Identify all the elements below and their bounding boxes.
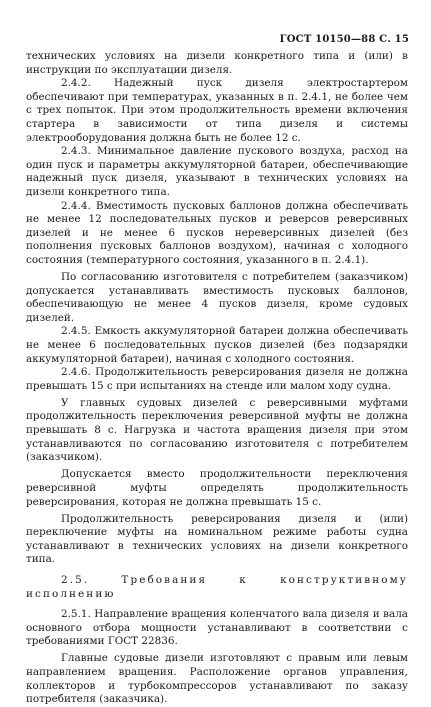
paragraph-2-4-6: 2.4.6. Продолжительность реверсирования дизеля не должна превышать 15 с при испытаниях на стенде или малом ходу судна. [26, 366, 408, 392]
paragraph: По согласованию изготовителя с потребителем (заказчиком) допускается устанавливать вместимость пусковых баллонов, обеспечивающую не менее 4 пусков дизеля, кроме судовых дизелей. [26, 271, 408, 324]
document-body [26, 50, 408, 707]
page-header: ГОСТ 10150—88 С. 15 [279, 34, 409, 45]
paragraph: технических условиях на дизели конкретного типа и (или) в инструкции по эксплуатации дизеля. [26, 50, 408, 76]
paragraph: Продолжительность реверсирования дизеля и (или) переключение муфты на номинальном режиме работы судна устанавливают в технических условиях на дизели конкретного типа. [26, 512, 408, 566]
paragraph-2-4-5: 2.4.5. Емкость аккумуляторной батареи должна обеспечивать не менее 6 последовательных пусков дизелей (без подзарядки аккумуляторной батареи), начиная с холодного состояния. [26, 325, 408, 365]
paragraph-2-4-3: 2.4.3. Минимальное давление пускового воздуха, расход на один пуск и параметры аккумуляторной батареи, обеспечивающие надежный пуск дизеля, указывают в технических условиях на дизели конкретного типа. [26, 145, 408, 198]
section-heading-2-5: 2.5. Требования к конструктивному исполнению [26, 573, 408, 600]
paragraph-2-4-2: 2.4.2. Надежный пуск дизеля электростартером обеспечивают при температурах, указанных в п. 2.4.1, не более чем с трех попыток. При этом продолжительность времени включения стартера в зависимости от типа дизеля и системы электрооборудования должна быть не более 12 с. [26, 77, 408, 144]
paragraph-2-4-4: 2.4.4. Вместимость пусковых баллонов должна обеспечивать не менее 12 последовательных пусков и реверсов реверсивных дизелей и не менее 6 пусков нереверсивных дизелей (без пополнения пусковых баллонов воздухом), начиная с холодного состояния (температурного состояния, указанного в п. 2.4.1). [26, 199, 408, 266]
paragraph: Допускается вместо продолжительности переключения реверсивной муфты определять продолжительность реверсирования, которая не должна превышать 15 с. [26, 468, 408, 508]
paragraph-2-5-1: 2.5.1. Направление вращения коленчатого вала дизеля и вала основного отбора мощности устанавливают в соответствии с требованиями ГОСТ 22836. [26, 608, 408, 648]
paragraph: Главные судовые дизели изготовляют с правым или левым направлением вращения. Расположение органов управления, коллекторов и турбокомпрессоров устанавливают по заказу потребителя (заказчика). [26, 652, 408, 706]
paragraph: У главных судовых дизелей с реверсивными муфтами продолжительность переключения реверсивной муфты не должна превышать 8 с. Нагрузка и частота вращения дизеля при этом устанавливаются по согласованию изготовителя с потребителем (заказчиком). [26, 396, 408, 464]
